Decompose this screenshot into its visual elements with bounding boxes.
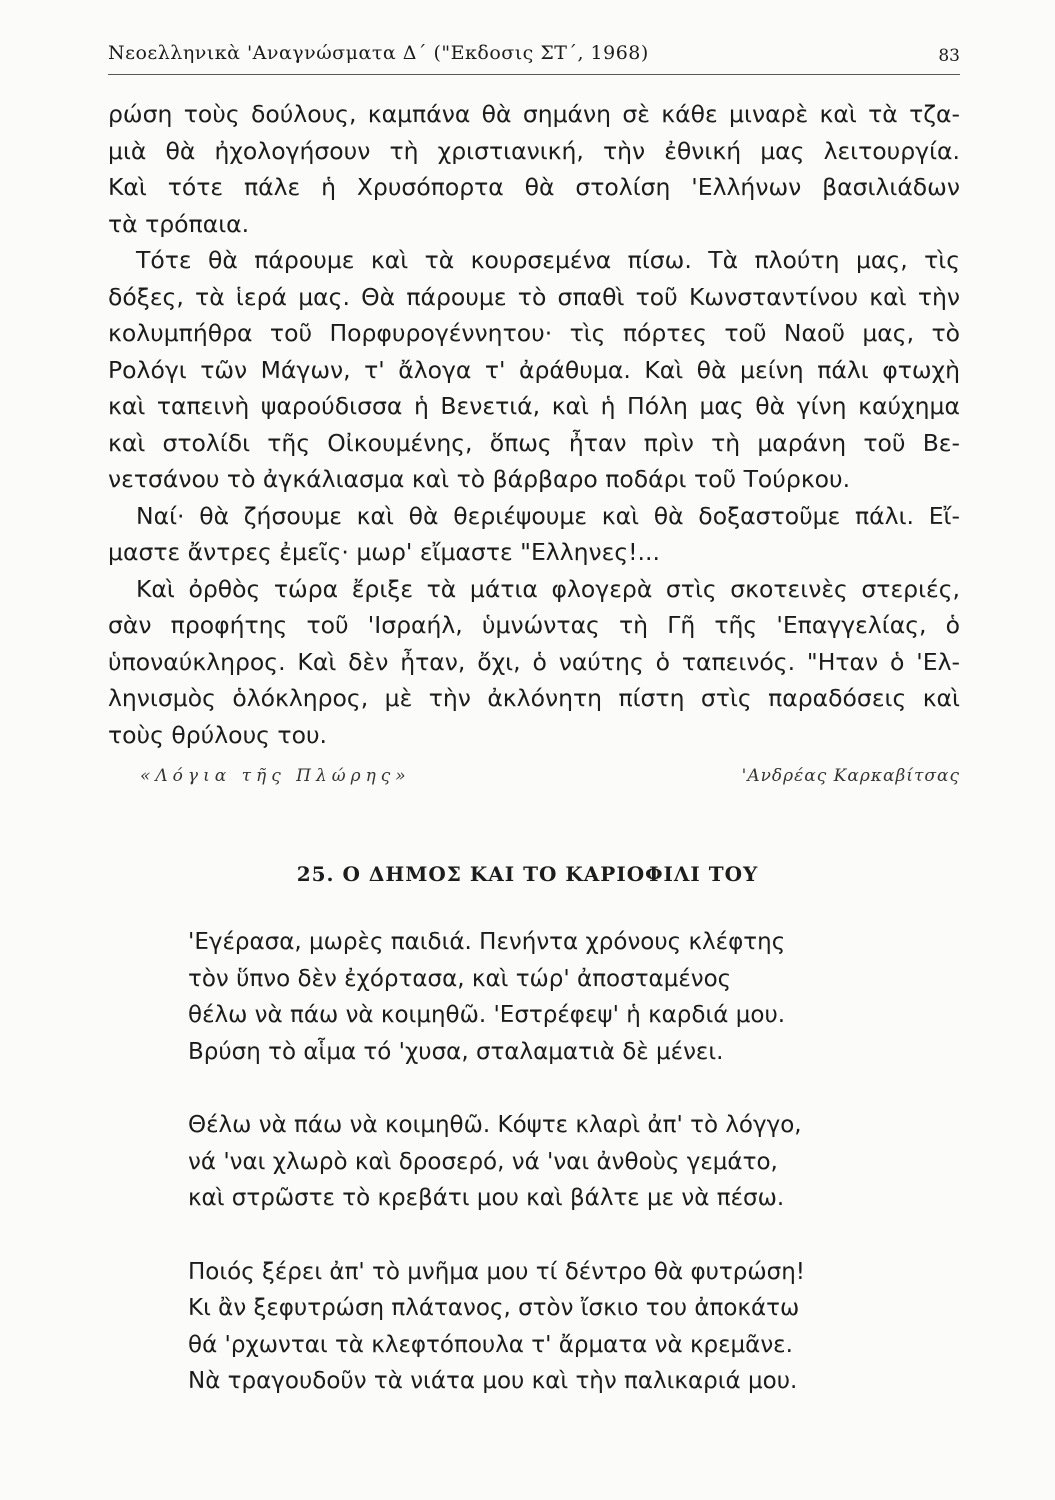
- text-line: ὑποναύκληρος. Καὶ δὲν ἦταν, ὄχι, ὁ ναύτης ὁ ταπεινός. "Ηταν ὁ 'Ελ-: [108, 647, 960, 676]
- verse-line: τὸν ὕπνο δὲν ἐχόρτασα, καὶ τώρ' ἀποσταμένος: [188, 965, 732, 992]
- stanza: [188, 1254, 908, 1400]
- verse-line: καὶ στρῶστε τὸ κρεβάτι μου καὶ βάλτε με νὰ πέσω.: [188, 1185, 785, 1211]
- verse-line: 'Εγέρασα, μωρὲς παιδιά. Πενήντα χρόνους κλέφτης: [188, 929, 786, 955]
- text-line: ληνισμὸς ὁλόκληρος, μὲ τὴν ἀκλόνητη πίστη στὶς παραδόσεις καὶ: [108, 684, 960, 712]
- text-line: Ναί· θὰ ζήσουμε καὶ θὰ θεριέψουμε καὶ θὰ δοξαστοῦμε πάλι. Εἴ-: [136, 501, 960, 530]
- text-line: σὰν προφήτης τοῦ 'Ισραήλ, ὑμνώντας τὴ Γῆ τῆς 'Επαγγελίας, ὁ: [108, 611, 960, 639]
- poem: [188, 924, 908, 1437]
- running-head: [108, 38, 960, 75]
- text-line: Καὶ τότε πάλε ἡ Χρυσόπορτα θὰ στολίση 'Ελλήνων βασιλιάδων: [108, 173, 960, 201]
- text-line: νετσάνου τὸ ἀγκάλιασμα καὶ τὸ βάρβαρο ποδάρι τοῦ Τούρκου.: [108, 465, 851, 493]
- verse-line: θέλω νὰ πάω νὰ κοιμηθῶ. 'Εστρέφεψ' ἡ καρδιά μου.: [188, 1002, 786, 1028]
- prose-passage: [108, 96, 960, 753]
- text-line: μαστε ἄντρες ἐμεῖς· μωρ' εἴμαστε "Ελληνες!...: [108, 538, 660, 566]
- verse-line: Βρύση τὸ αἷμα τό 'χυσα, σταλαματιὰ δὲ μένει.: [188, 1038, 724, 1065]
- attribution-author: 'Ανδρέας Καρκαβίτσας: [741, 766, 960, 786]
- verse-line: Ποιός ξέρει ἀπ' τὸ μνῆμα μου τί δέντρο θὰ φυτρώση!: [188, 1258, 806, 1285]
- text-line: τὰ τρόπαια.: [108, 209, 250, 238]
- text-line: Καὶ ὀρθὸς τώρα ἔριξε τὰ μάτια φλογερὰ στὶς σκοτεινὲς στεριές,: [136, 574, 960, 603]
- text-line: μιὰ θὰ ἠχολογήσουν τὴ χριστιανική, τὴν ἐθνική μας λειτουργία.: [108, 136, 960, 165]
- verse-line: Κι ἂν ξεφυτρώση πλάτανος, στὸν ἴσκιο του ἀποκάτω: [188, 1295, 800, 1321]
- verse-line: θά 'ρχωνται τὰ κλεφτόπουλα τ' ἄρματα νὰ κρεμᾶνε.: [188, 1331, 793, 1358]
- text-line: τοὺς θρύλους του.: [108, 720, 328, 749]
- text-line: ρώση τοὺς δούλους, καμπάνα θὰ σημάνη σὲ κάθε μιναρὲ καὶ τὰ τζα-: [108, 100, 960, 128]
- stanza: [188, 924, 908, 1070]
- text-line: καὶ στολίδι τῆς Οἰκουμένης, ὅπως ἦταν πρὶν τὴ μαράνη τοῦ Βε-: [108, 428, 960, 457]
- text-line: Ρολόγι τῶν Μάγων, τ' ἄλογα τ' ἀράθυμα. Καὶ θὰ μείνη πάλι φτωχὴ: [108, 355, 960, 384]
- stanza: [188, 1107, 908, 1217]
- text-line: καὶ ταπεινὴ ψαρούδισσα ἡ Βενετιά, καὶ ἡ Πόλη μας θὰ γίνη καύχημα: [108, 392, 960, 420]
- verse-line: Θέλω νὰ πάω νὰ κοιμηθῶ. Κόψτε κλαρὶ ἀπ' τὸ λόγγο,: [188, 1112, 802, 1138]
- text-line: Τότε θὰ πάρουμε καὶ τὰ κουρσεμένα πίσω. Τὰ πλούτη μας, τὶς: [136, 246, 960, 274]
- verse-line: νά 'ναι χλωρὸ καὶ δροσερό, νά 'ναι ἀνθοὺς γεμάτο,: [188, 1148, 778, 1175]
- verse-line: Νὰ τραγουδοῦν τὰ νιάτα μου καὶ τὴν παλικαριά μου.: [188, 1368, 798, 1394]
- attribution-source: «Λόγια τῆς Πλώρης»: [140, 766, 411, 786]
- attribution: [140, 766, 960, 794]
- poem-title: 25. Ο ΔΗΜΟΣ ΚΑΙ ΤΟ ΚΑΡΙΟΦΙΛΙ ΤΟΥ: [296, 862, 759, 886]
- page-number: 83: [938, 46, 960, 66]
- text-line: δόξες, τὰ ἱερά μας. Θὰ πάρουμε τὸ σπαθὶ τοῦ Κωνσταντίνου καὶ τὴν: [108, 282, 960, 311]
- text-line: κολυμπήθρα τοῦ Πορφυρογέννητου· τὶς πόρτες τοῦ Ναοῦ μας, τὸ: [108, 319, 960, 347]
- book-title: Νεοελληνικὰ 'Αναγνώσματα Δ΄ ("Εκδοσις ΣΤ΄, 1968): [108, 42, 649, 64]
